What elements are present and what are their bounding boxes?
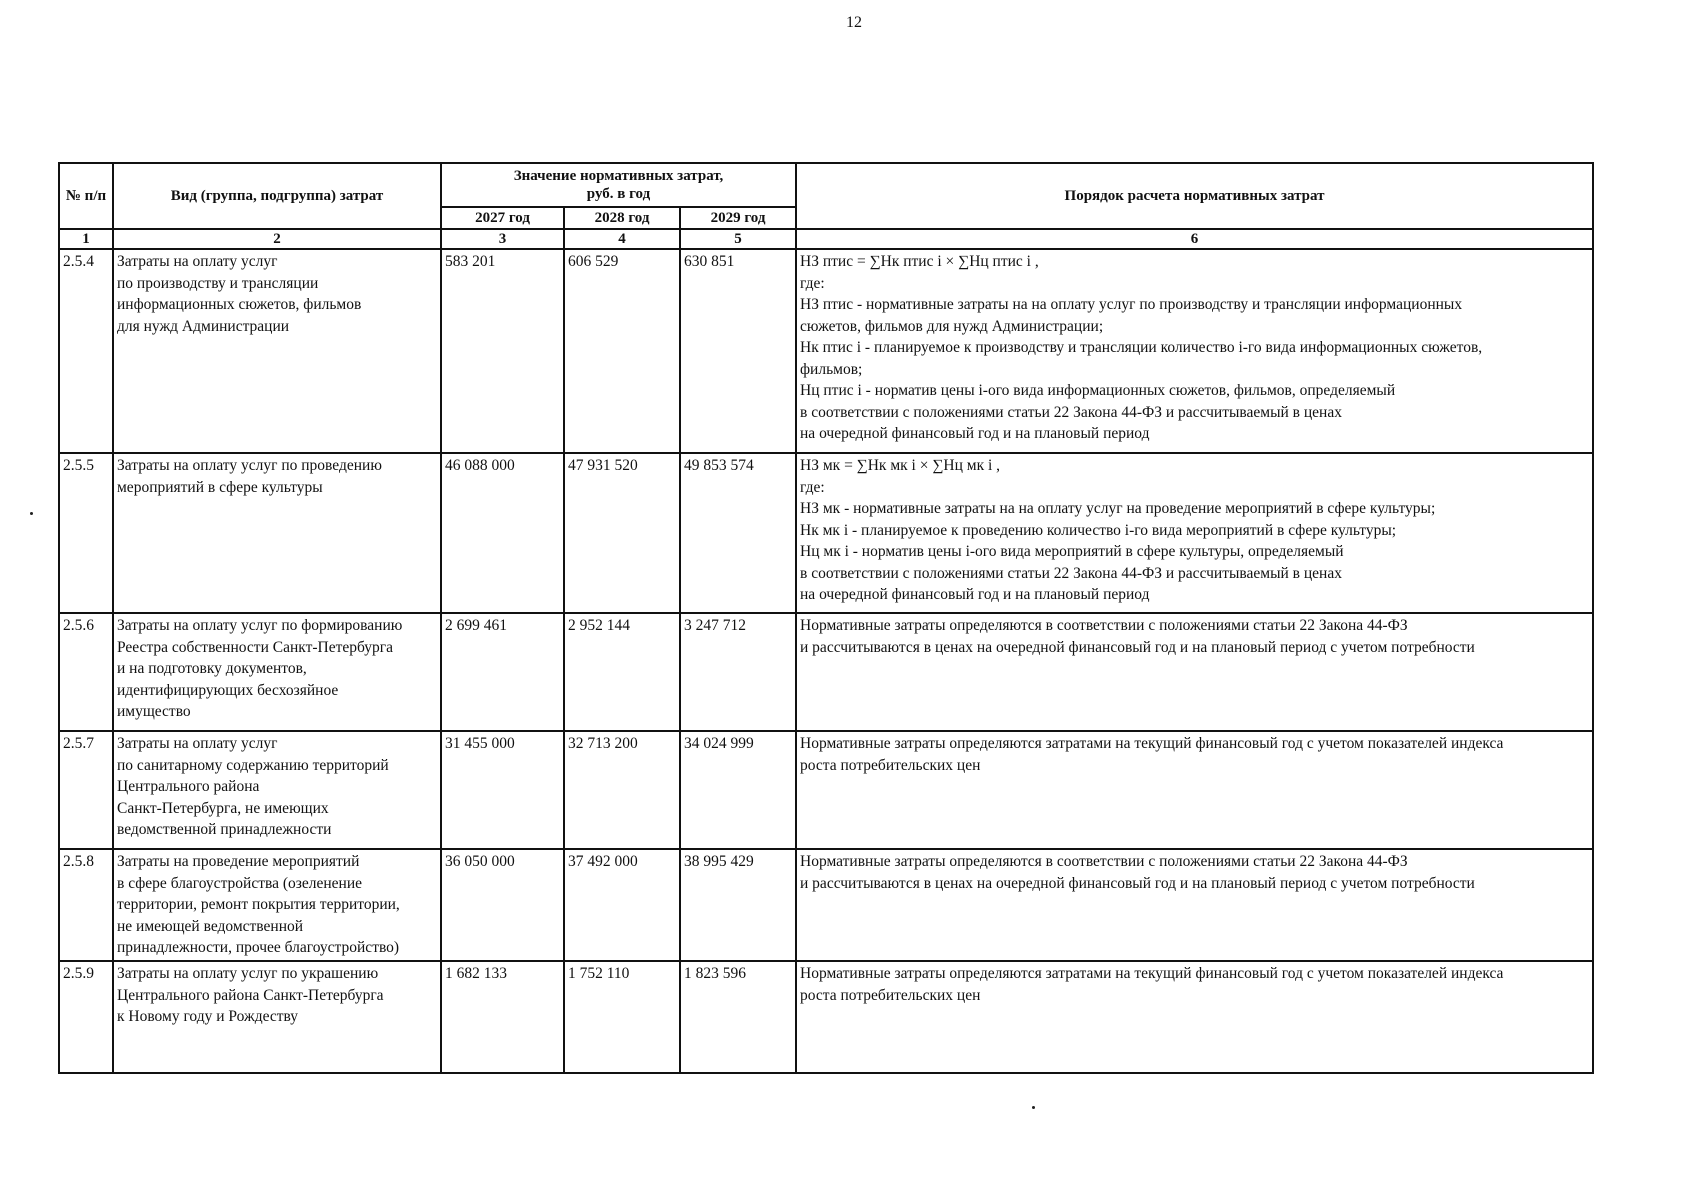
value-2027: 31 455 000 — [441, 731, 564, 849]
cost-type-line: к Новому году и Рождеству — [117, 1008, 299, 1025]
value-2027: 46 088 000 — [441, 453, 564, 613]
cost-type-cell — [113, 613, 441, 731]
row-number: 2.5.6 — [59, 613, 113, 731]
column-number-row — [59, 229, 1593, 249]
table-row — [59, 453, 1593, 613]
procedure-cell — [796, 613, 1593, 731]
column-number: 1 — [59, 229, 113, 249]
cost-type-line: Затраты на оплату услуг по украшению — [117, 965, 379, 982]
normative-costs-table — [58, 162, 1594, 1074]
value-2028: 47 931 520 — [564, 453, 680, 613]
value-2027: 583 201 — [441, 249, 564, 453]
cost-type-cell — [113, 453, 441, 613]
value-2028: 37 492 000 — [564, 849, 680, 961]
value-2029: 1 823 596 — [680, 961, 796, 1073]
cost-type-line: Затраты на оплату услуг — [117, 735, 278, 752]
procedure-line: фильмов; — [800, 360, 863, 378]
value-2029: 49 853 574 — [680, 453, 796, 613]
cost-type-line: для нужд Администрации — [117, 317, 290, 335]
procedure-line: Нормативные затраты определяются затратами на текущий финансовый год с учетом показателей индекса — [800, 965, 1504, 982]
row-number: 2.5.5 — [59, 453, 113, 613]
procedure-line: на очередной финансовый год и на плановый период — [800, 586, 1150, 603]
table-row — [59, 731, 1593, 849]
procedure-line: НЗ птис = ∑Нк птис i × ∑Нц птис i , — [800, 253, 1039, 270]
row-number: 2.5.4 — [59, 249, 113, 453]
cost-type-line: Затраты на оплату услуг по проведению — [117, 457, 382, 474]
procedure-line: роста потребительских цен — [800, 756, 981, 774]
procedure-cell — [796, 961, 1593, 1073]
scan-speck — [1032, 1106, 1035, 1109]
procedure-line: где: — [800, 274, 825, 292]
cost-type-line: Центрального района — [117, 778, 260, 795]
procedure-cell — [796, 731, 1593, 849]
cost-type-line: Затраты на оплату услуг по формированию — [117, 617, 403, 634]
cost-type-line: ведомственной принадлежности — [117, 821, 332, 838]
cost-type-line: Затраты на проведение мероприятий — [117, 853, 360, 870]
header-cost-type: Вид (группа, подгруппа) затрат — [113, 163, 441, 229]
procedure-line: и рассчитываются в ценах на очередной финансовый год и на плановый период с учетом потребности — [800, 874, 1475, 892]
procedure-cell — [796, 849, 1593, 961]
procedure-line: роста потребительских цен — [800, 986, 981, 1004]
value-2029: 3 247 712 — [680, 613, 796, 731]
value-2028: 1 752 110 — [564, 961, 680, 1073]
cost-type-line: Центрального района Санкт-Петербурга — [117, 986, 384, 1004]
procedure-line: и рассчитываются в ценах на очередной финансовый год и на плановый период с учетом потребности — [800, 638, 1475, 656]
header-value-group-line: Значение нормативных затрат, — [513, 168, 724, 184]
procedure-cell — [796, 453, 1593, 613]
cost-type-line: территории, ремонт покрытия территории, — [117, 896, 400, 913]
cost-type-line: идентифицирующих бесхозяйное — [117, 681, 339, 699]
cost-type-line: имущество — [117, 703, 191, 720]
procedure-line: Нк птис i - планируемое к производству и трансляции количество i-го вида информационных сюжетов, — [800, 339, 1483, 356]
procedure-line: сюжетов, фильмов для нужд Администрации; — [800, 317, 1104, 335]
cost-type-line: Затраты на оплату услуг — [117, 253, 278, 270]
value-2027: 36 050 000 — [441, 849, 564, 961]
column-number: 2 — [113, 229, 441, 249]
value-2028: 606 529 — [564, 249, 680, 453]
cost-type-line: по санитарному содержанию территорий — [117, 756, 389, 774]
column-number: 3 — [441, 229, 564, 249]
header-year-2029: 2029 год — [680, 207, 796, 229]
value-2029: 34 024 999 — [680, 731, 796, 849]
header-year-2028: 2028 год — [564, 207, 680, 229]
table-row — [59, 613, 1593, 731]
table-row — [59, 961, 1593, 1073]
procedure-line: в соответствии с положениями статьи 22 Закона 44-ФЗ и рассчитываемый в ценах — [800, 564, 1342, 582]
procedure-line: НЗ птис - нормативные затраты на на оплату услуг по производству и трансляции информационных — [800, 296, 1463, 313]
cost-type-cell — [113, 249, 441, 453]
row-number: 2.5.7 — [59, 731, 113, 849]
column-number: 4 — [564, 229, 680, 249]
procedure-line: на очередной финансовый год и на плановый период — [800, 425, 1150, 442]
cost-type-cell — [113, 731, 441, 849]
value-2029: 38 995 429 — [680, 849, 796, 961]
cost-type-line: Реестра собственности Санкт-Петербурга — [117, 638, 394, 656]
header-procedure: Порядок расчета нормативных затрат — [796, 163, 1593, 229]
column-number: 6 — [796, 229, 1593, 249]
procedure-line: где: — [800, 478, 825, 496]
cost-type-cell — [113, 849, 441, 961]
procedure-line: Нц птис i - норматив цены i-ого вида информационных сюжетов, фильмов, определяемый — [800, 382, 1396, 399]
value-2028: 32 713 200 — [564, 731, 680, 849]
cost-type-line: информационных сюжетов, фильмов — [117, 296, 362, 313]
cost-type-line: принадлежности, прочее благоустройство) — [117, 939, 400, 956]
header-num: № п/п — [59, 163, 113, 229]
header-year-2027: 2027 год — [441, 207, 564, 229]
value-2029: 630 851 — [680, 249, 796, 453]
header-value-group-line: руб. в год — [586, 186, 651, 202]
scan-speck — [30, 512, 33, 515]
cost-type-line: в сфере благоустройства (озеленение — [117, 874, 363, 892]
procedure-line: Нормативные затраты определяются затратами на текущий финансовый год с учетом показателей индекса — [800, 735, 1504, 752]
value-2028: 2 952 144 — [564, 613, 680, 731]
row-number: 2.5.8 — [59, 849, 113, 961]
column-number: 5 — [680, 229, 796, 249]
cost-type-cell — [113, 961, 441, 1073]
procedure-cell — [796, 249, 1593, 453]
page-number: 12 — [846, 14, 862, 31]
procedure-line: НЗ мк - нормативные затраты на на оплату услуг на проведение мероприятий в сфере культуры; — [800, 500, 1436, 517]
cost-type-line: по производству и трансляции — [117, 274, 319, 292]
value-2027: 1 682 133 — [441, 961, 564, 1073]
procedure-line: Нк мк i - планируемое к проведению количество i-го вида мероприятий в сфере культуры; — [800, 521, 1397, 539]
table-row — [59, 849, 1593, 961]
procedure-line: НЗ мк = ∑Нк мк i × ∑Нц мк i , — [800, 457, 1001, 474]
row-number: 2.5.9 — [59, 961, 113, 1073]
procedure-line: в соответствии с положениями статьи 22 Закона 44-ФЗ и рассчитываемый в ценах — [800, 403, 1342, 421]
cost-type-line: не имеющей ведомственной — [117, 917, 304, 935]
procedure-line: Нормативные затраты определяются в соответствии с положениями статьи 22 Закона 44-ФЗ — [800, 853, 1408, 870]
table-body — [59, 229, 1593, 1073]
procedure-line: Нц мк i - норматив цены i-ого вида мероприятий в сфере культуры, определяемый — [800, 543, 1344, 560]
table-row — [59, 249, 1593, 453]
value-2027: 2 699 461 — [441, 613, 564, 731]
cost-type-line: Санкт-Петербурга, не имеющих — [117, 799, 329, 817]
procedure-line: Нормативные затраты определяются в соответствии с положениями статьи 22 Закона 44-ФЗ — [800, 617, 1408, 634]
header-value-group — [441, 163, 796, 207]
cost-type-line: мероприятий в сфере культуры — [117, 478, 323, 496]
cost-type-line: и на подготовку документов, — [117, 660, 307, 677]
